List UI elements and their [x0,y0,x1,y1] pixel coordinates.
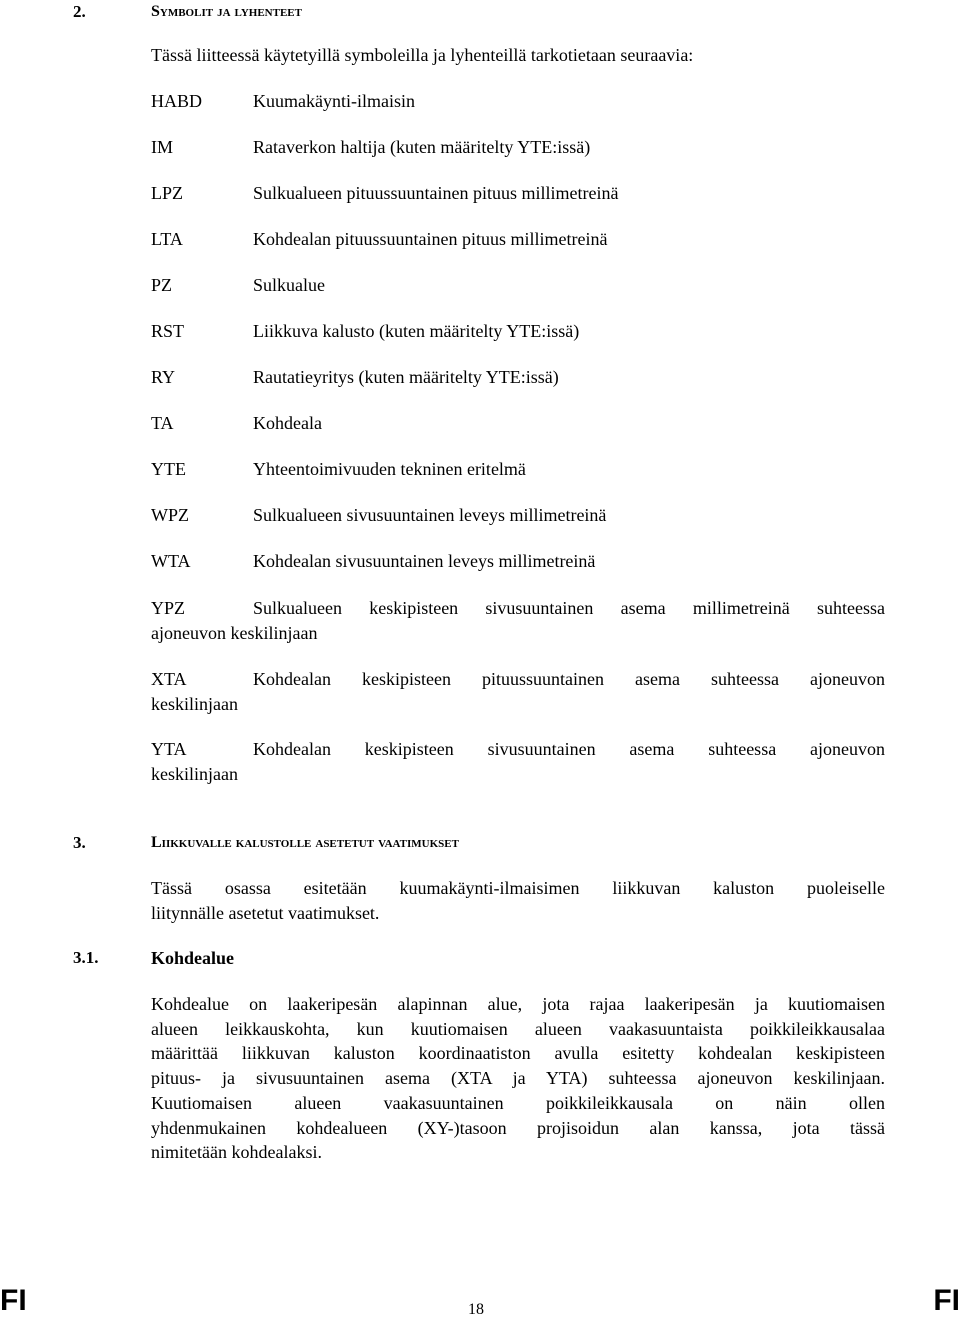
abbr-definition: Kohdealan sivusuuntainen leveys millimetreinä [253,551,596,571]
abbr-definition-line1: Kohdealan keskipisteen pituussuuntainen asema suhteessa ajoneuvon [253,669,885,689]
abbr-term: WPZ [151,505,189,525]
body-line: pituus- ja sivusuuntainen asema (XTA ja YTA) suhteessa ajoneuvon keskilinjaan. [151,1068,885,1088]
section-3-intro-line1: Tässä osassa esitetään kuumakäynti-ilmaisimen liikkuvan kaluston puoleiselle [151,878,885,898]
abbr-definition-line1: Sulkualueen keskipisteen sivusuuntainen asema millimetreinä suhteessa [253,598,885,618]
abbr-definition: Kohdealan pituussuuntainen pituus millimetreinä [253,229,608,249]
abbr-definition-line2: ajoneuvon keskilinjaan [151,623,318,643]
abbr-term: HABD [151,91,203,111]
subsection-title: Kohdealue [151,948,235,968]
abbr-term: RY [151,367,176,387]
page-number: 18 [468,1301,484,1318]
abbr-term: YTA [151,739,187,759]
abbr-term: LTA [151,229,183,249]
abbr-definition: Yhteentoimivuuden tekninen eritelmä [253,459,526,479]
abbr-definition: Rautatieyritys (kuten määritelty YTE:issä) [253,367,559,387]
abbr-term: YPZ [151,598,186,618]
abbr-wrapped-ypz [151,596,885,621]
abbr-definition: Kuumakäynti-ilmaisin [253,91,415,111]
body-line: nimitetään kohdealaksi. [151,1142,322,1162]
abbr-definition: Kohdeala [253,413,322,433]
body-line: Kohdealue on laakeripesän alapinnan alue, jota rajaa laakeripesän ja kuutiomaisen [151,994,885,1014]
section-3-title: Liikkuvalle kalustolle asetetut vaatimukset [151,834,459,851]
subsection-number: 3.1. [73,948,99,967]
abbr-definition: Sulkualueen sivusuuntainen leveys millimetreinä [253,505,607,525]
abbr-term: WTA [151,551,191,571]
abbr-wrapped-yta [151,737,885,762]
abbr-definition-line1: Kohdealan keskipisteen sivusuuntainen asema suhteessa ajoneuvon [253,739,885,759]
abbr-wrapped-xta [151,667,885,692]
abbr-term: YTE [151,459,186,479]
section-2-number: 2. [73,2,86,21]
body-line: alueen leikkauskohta, kun kuutiomaisen alueen vaakasuuntaista poikkileikkausalaa [151,1019,885,1039]
abbr-definition-line2: keskilinjaan [151,694,238,714]
abbr-definition: Sulkualueen pituussuuntainen pituus millimetreinä [253,183,619,203]
footer-language-right: FI [933,1284,960,1317]
abbr-definition: Rataverkon haltija (kuten määritelty YTE:issä) [253,137,591,157]
abbr-term: TA [151,413,174,433]
abbr-term: IM [151,137,173,157]
section-2-intro: Tässä liitteessä käytetyillä symboleilla ja lyhenteillä tarkotietaan seuraavia: [151,45,694,65]
body-line: yhdenmukainen kohdealueen (XY-)tasoon projisoidun alan kanssa, jota tässä [151,1118,885,1138]
footer-language-left: FI [0,1284,27,1317]
section-3-intro-line2: liitynnälle asetetut vaatimukset. [151,903,380,923]
body-line: määrittää liikkuvan kaluston koordinaatiston avulla esitetty kohdealan keskipisteen [151,1043,885,1063]
abbr-term: PZ [151,275,173,295]
section-2-title: Symbolit ja lyhenteet [151,3,302,20]
section-3-number: 3. [73,833,86,852]
abbr-definition-line2: keskilinjaan [151,764,238,784]
abbr-term: XTA [151,669,187,689]
abbr-term: LPZ [151,183,184,203]
abbr-term: RST [151,321,185,341]
abbr-definition: Liikkuva kalusto (kuten määritelty YTE:issä) [253,321,580,341]
abbr-definition: Sulkualue [253,275,325,295]
body-line: Kuutiomaisen alueen vaakasuuntainen poikkileikkausala on näin ollen [151,1093,885,1113]
